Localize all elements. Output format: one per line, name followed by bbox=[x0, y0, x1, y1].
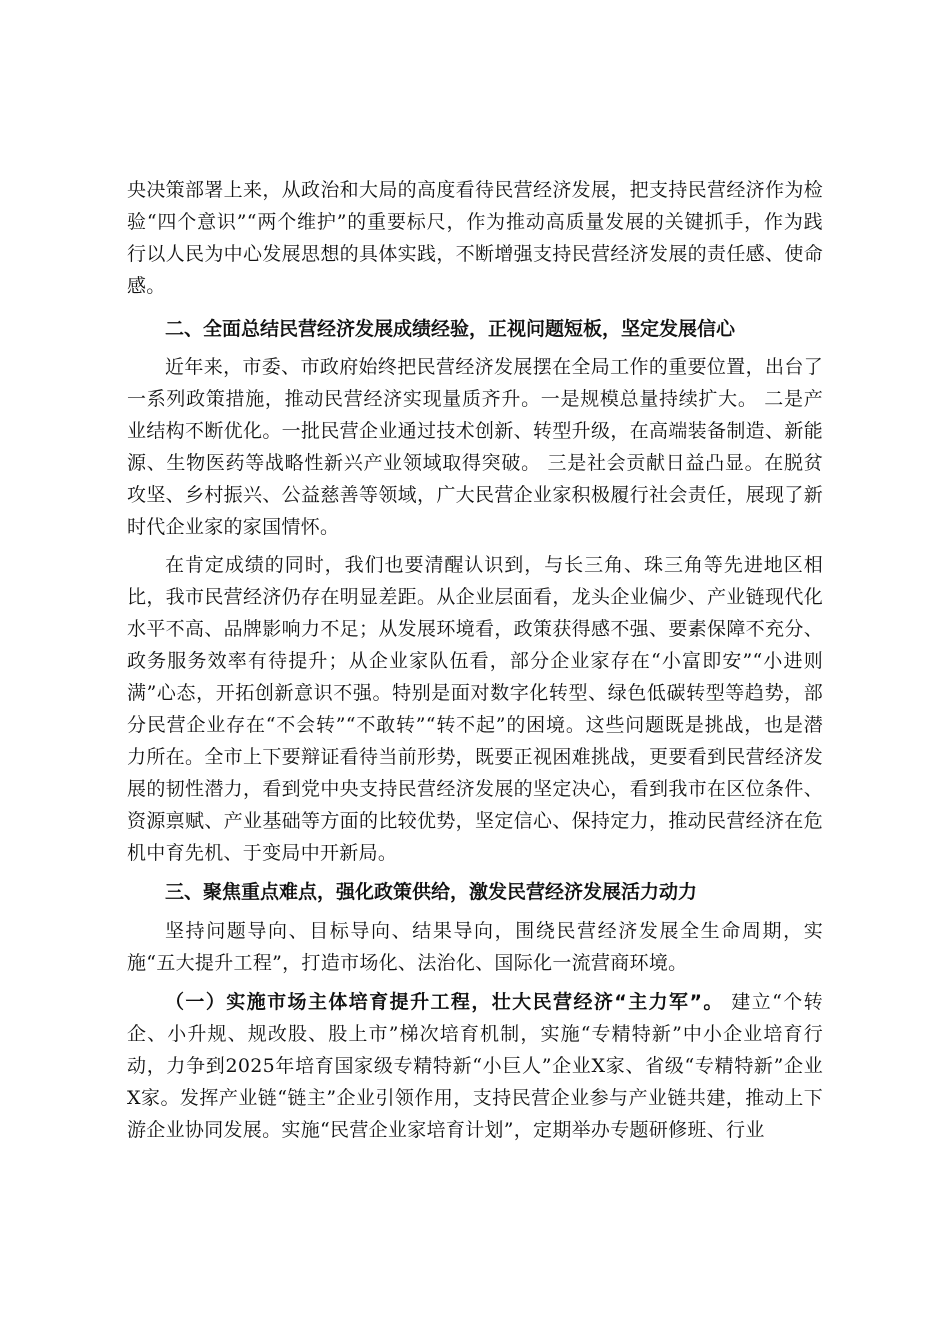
subsection-heading-1: （一）实施市场主体培育提升工程，壮大民营经济“主力军”。 bbox=[165, 991, 724, 1013]
section-heading-3: 三、聚焦重点难点，强化政策供给，激发民营经济发展活力动力 bbox=[165, 881, 698, 903]
paragraph-problems: 在肯定成绩的同时，我们也要清醒认识到，与长三角、珠三角等先进地区相比，我市民营经济仍存在明显差距。从企业层面看，龙头企业偏少、产业链现代化水平不高、品牌影响力不足；从发展环境看，政策获得感不强、要素保障不充分、政务服务效率有待提升；从企业家队伍看，部分企业家存在“小富即安”“小进则满”心态，开拓创新意识不强。特别是面对数字化转型、绿色低碳转型等趋势，部分民营企业存在“不会转”“不敢转”“转不起”的困境。这些问题既是挑战，也是潜力所在。全市上下要辩证看待当前形势，既要正视困难挑战，更要看到民营经济发展的韧性潜力，看到党中央支持民营经济发展的坚定决心，看到我市在区位条件、资源禀赋、产业基础等方面的比较优势，坚定信心、保持定力，推动民营经济在危机中育先机、于变局中开新局。 bbox=[127, 554, 823, 864]
subsection-body-1: 建立“个转企、小升规、规改股、股上市”梯次培育机制，实施“专精特新”中小企业培育行动，力争到2025年培育国家级专精特新“小巨人”企业X家、省级“专精特新”企业X家。发挥产业链“链主”企业引领作用，支持民营企业参与产业链共建，推动上下游企业协同发展。实施“民营企业家培育计划”，定期举办专题研修班、行业 bbox=[127, 991, 823, 1141]
section-heading-2: 二、全面总结民营经济发展成绩经验，正视问题短板，坚定发展信心 bbox=[165, 318, 736, 340]
paragraph-project-one bbox=[127, 986, 823, 1146]
paragraph-approach: 坚持问题导向、目标导向、结果导向，围绕民营经济发展全生命周期，实施“五大提升工程”，打造市场化、法治化、国际化一流营商环境。 bbox=[127, 920, 823, 974]
paragraph-continuation: 央决策部署上来，从政治和大局的高度看待民营经济发展，把支持民营经济作为检验“四个意识”“两个维护”的重要标尺，作为推动高质量发展的关键抓手，作为践行以人民为中心发展思想的具体实践，不断增强支持民营经济发展的责任感、使命感。 bbox=[127, 179, 823, 297]
paragraph-achievements: 近年来，市委、市政府始终把民营经济发展摆在全局工作的重要位置，出台了一系列政策措施，推动民营经济实现量质齐升。一是规模总量持续扩大。 二是产业结构不断优化。一批民营企业通过技术创新、转型升级，在高端装备制造、新能源、生物医药等战略性新兴产业领域取得突破。 三是社会贡献日益凸显。在脱贫攻坚、乡村振兴、公益慈善等领域，广大民营企业家积极履行社会责任，展现了新时代企业家的家国情怀。 bbox=[127, 356, 823, 538]
